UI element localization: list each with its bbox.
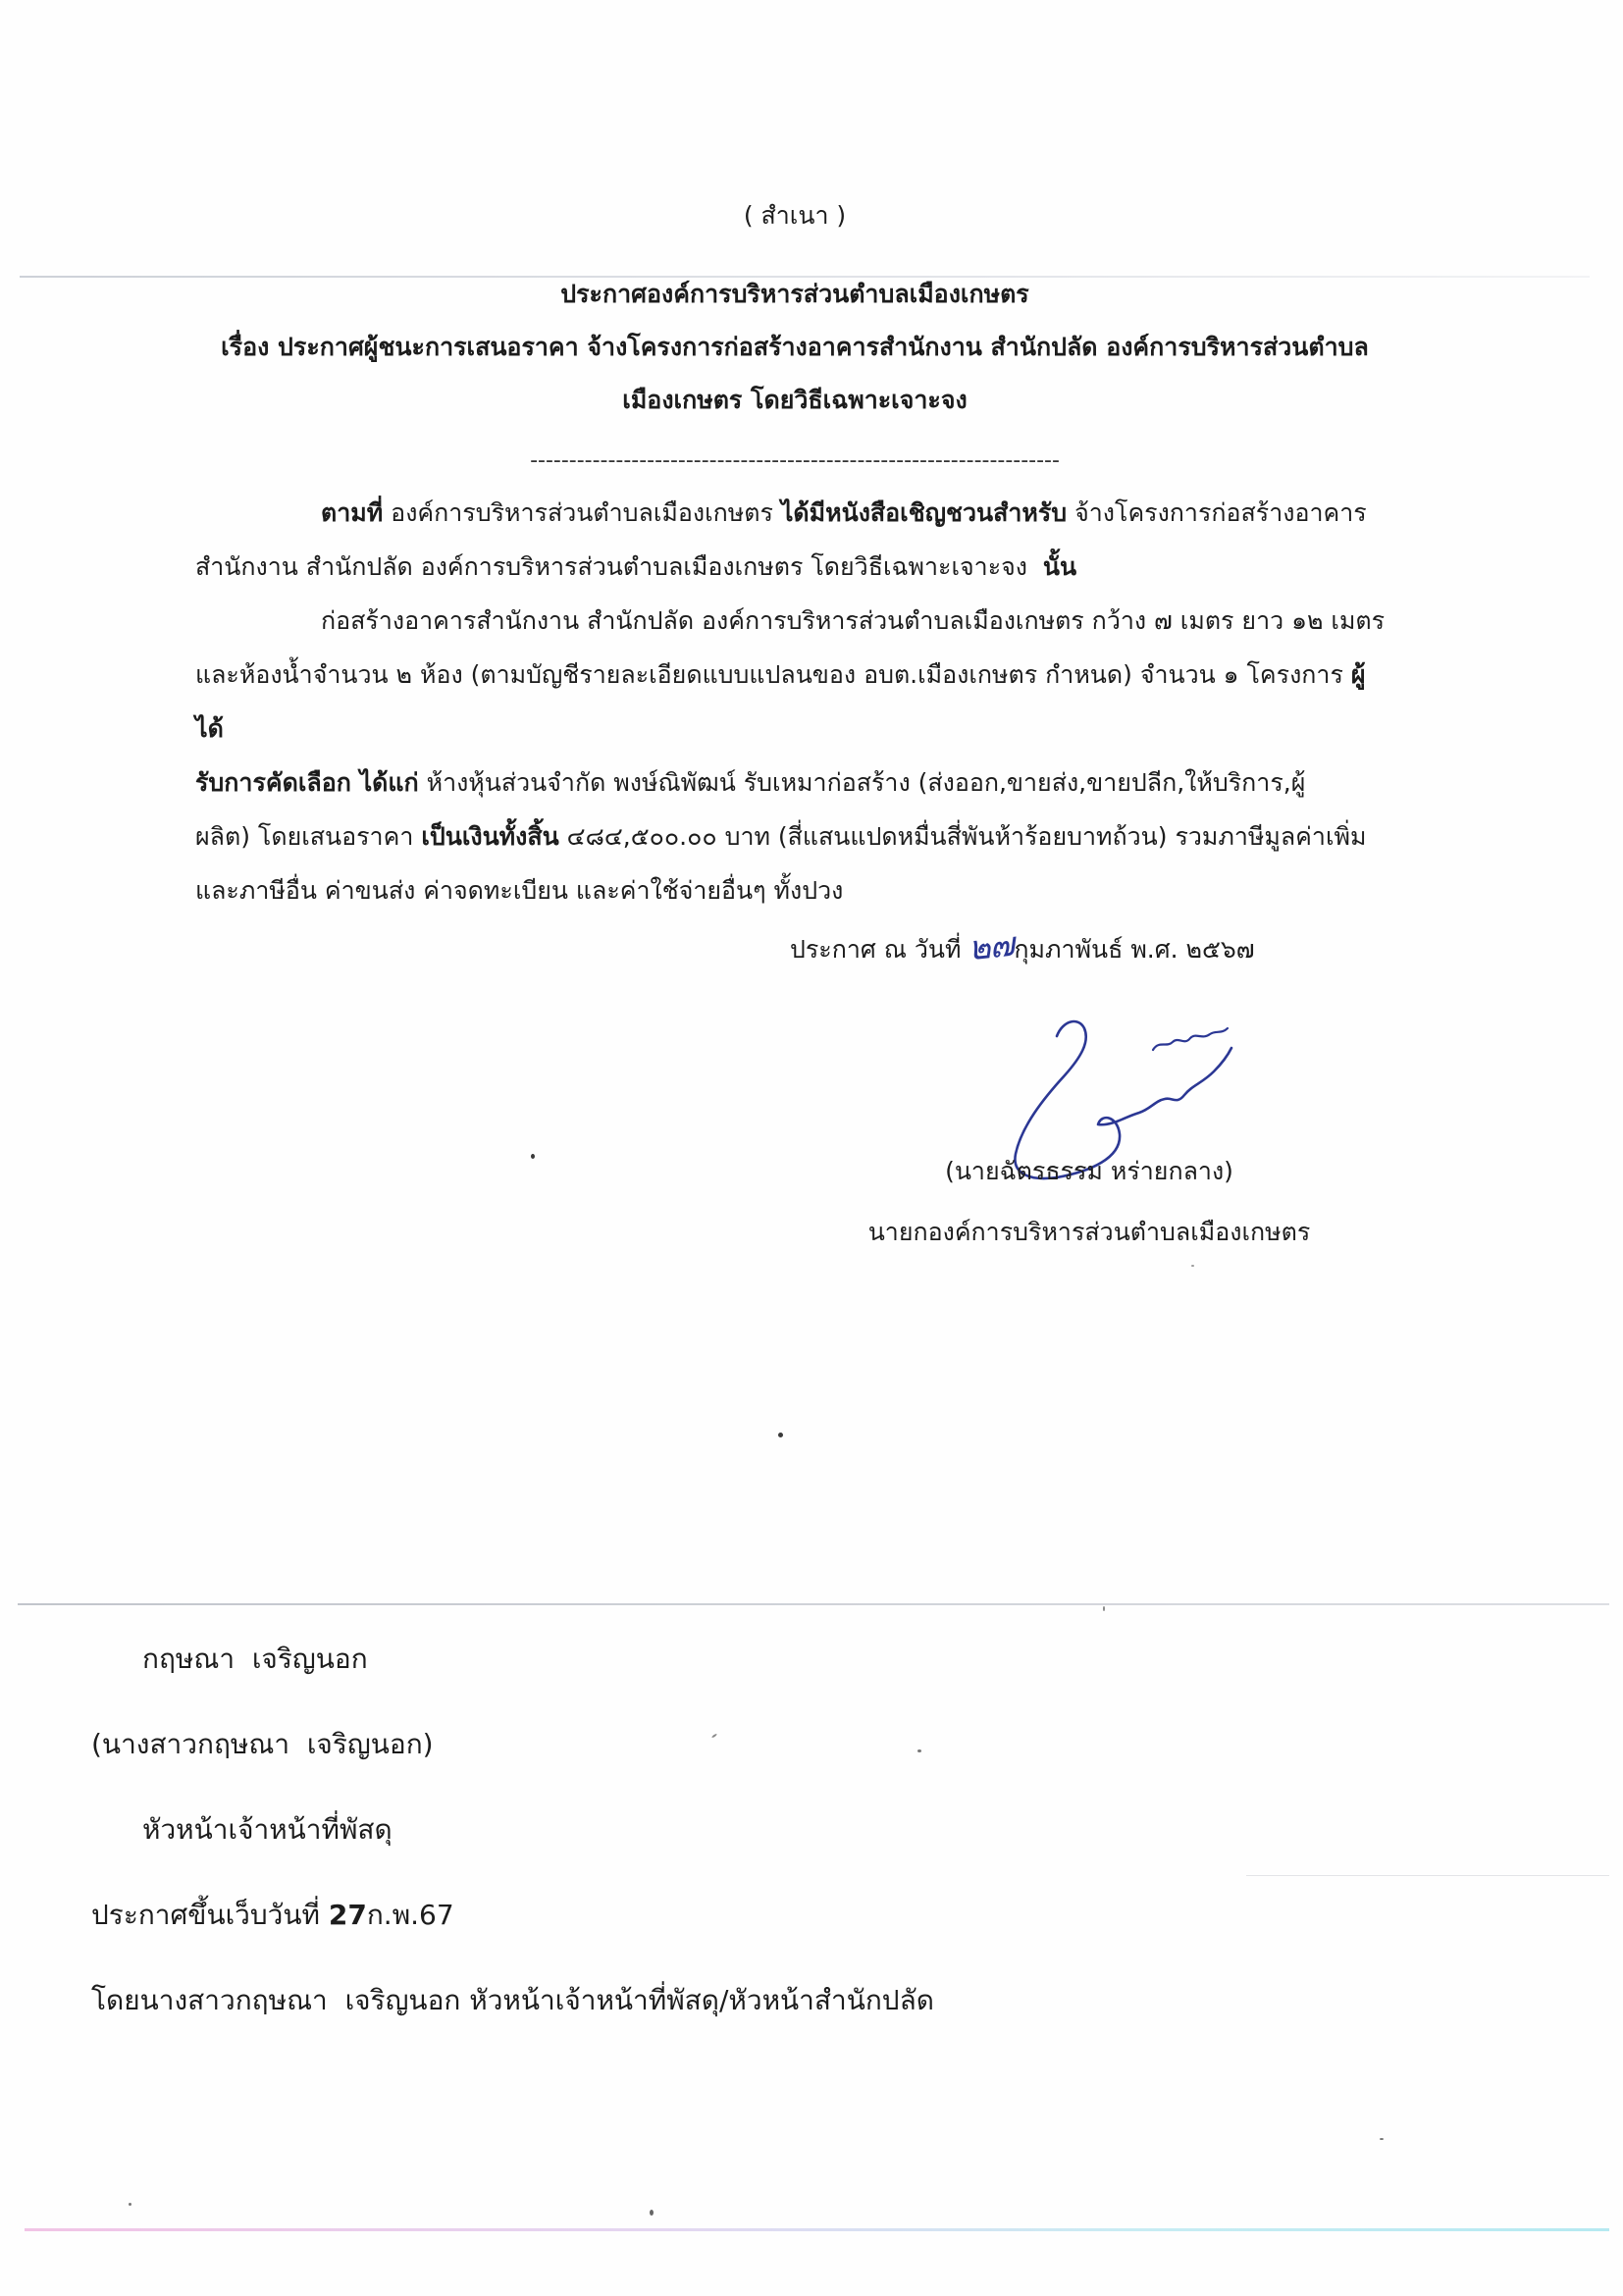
scan-speck: [129, 2203, 131, 2206]
announcement-body: [195, 486, 1387, 917]
body-text: องค์การบริหารส่วนตำบลเมืองเกษตร: [383, 498, 781, 527]
subject-line-1: เรื่อง ประกาศผู้ชนะการเสนอราคา จ้างโครงการก่อสร้างอาคารสำนักงาน สำนักปลัด องค์การบริหารส่วนตำบล: [221, 333, 1369, 361]
body-paragraph-2-line-2: [195, 648, 1387, 756]
body-bold-text: เป็นเงินทั้งสิ้น: [421, 822, 559, 851]
body-paragraph-2-line-1: ก่อสร้างอาคารสำนักงาน สำนักปลัด องค์การบริหารส่วนตำบลเมืองเกษตร กว้าง ๗ เมตร ยาว ๑๒ เมตร: [321, 606, 1386, 635]
date-prefix: ประกาศ ณ วันที่: [790, 935, 969, 964]
scan-speck: [778, 1433, 783, 1437]
body-text: ๔๘๔,๕๐๐.๐๐ บาท (สี่แสนแปดหมื่นสี่พันห้าร้อยบาทถ้วน) รวมภาษีมูลค่าเพิ่ม: [558, 822, 1367, 851]
body-bold-text: ได้มีหนังสือเชิญชวนสำหรับ: [780, 498, 1068, 527]
announcement-header: [177, 189, 1413, 481]
body-bold-text: ตามที่: [321, 498, 384, 527]
body-text: และห้องน้ำจำนวน ๒ ห้อง (ตามบัญชีรายละเอียดแบบแปลนของ อบต.เมืองเกษตร กำหนด) จำนวน ๑ โครงการ: [195, 660, 1351, 689]
body-bold-text: นั้น: [1042, 552, 1077, 581]
scan-edge-line-bottom: [25, 2228, 1609, 2231]
web-posting-date: [91, 1872, 1367, 1957]
body-paragraph-2-line-3: [195, 756, 1387, 809]
dashed-separator: --------------------------------------------------------------------: [530, 448, 1060, 473]
body-text: ผลิต) โดยเสนอราคา: [195, 822, 422, 851]
body-paragraph-1-line-1: [195, 486, 1387, 540]
scan-speck: [1380, 2138, 1384, 2140]
body-text: สำนักงาน สำนักปลัด องค์การบริหารส่วนตำบลเมืองเกษตร โดยวิธีเฉพาะเจาะจง: [195, 552, 1043, 581]
scan-speck: [650, 2210, 654, 2216]
scan-speck: [531, 1154, 535, 1159]
announcement-title: ประกาศองค์การบริหารส่วนตำบลเมืองเกษตร: [560, 280, 1029, 308]
certifier-full-name: (นางสาวกฤษณา เจริญนอก): [91, 1728, 434, 1760]
body-paragraph-1-line-2: [195, 540, 1387, 594]
certification-block: [91, 1616, 1367, 2043]
scan-speck: [1103, 1606, 1105, 1611]
certifier-signed-name: กฤษณา เจริญนอก: [142, 1643, 368, 1675]
signatory-name: (นายฉัตรธรรม หร่ายกลาง): [945, 1157, 1233, 1185]
posted-day: 27: [328, 1899, 367, 1931]
signature-stroke-flourish: [1153, 1028, 1228, 1050]
body-bold-text: รับการคัดเลือก ได้แก่: [195, 768, 419, 797]
announcement-date: [790, 920, 1496, 976]
handwritten-day: ๒๗: [967, 924, 1017, 969]
copy-mark: ( สำเนา ): [743, 201, 847, 230]
subject-line-2: เมืองเกษตร โดยวิธีเฉพาะเจาะจง: [622, 386, 968, 414]
posted-by: โดยนางสาวกฤษณา เจริญนอก หัวหน้าเจ้าหน้าที่พัสดุ/หัวหน้าสำนักปลัด: [91, 1984, 934, 2016]
posted-prefix: ประกาศขึ้นเว็บวันที่: [91, 1899, 329, 1931]
posted-suffix: ก.พ.67: [366, 1899, 454, 1931]
date-suffix: กุมภาพันธ์ พ.ศ. ๒๕๖๗: [1014, 935, 1255, 964]
body-bold-text: ผู้ได้: [195, 660, 1366, 743]
body-text: ห้างหุ้นส่วนจำกัด พงษ์ณิพัฒน์ รับเหมาก่อสร้าง (ส่งออก,ขายส่ง,ขายปลีก,ให้บริการ,ผู้: [418, 768, 1306, 797]
body-text: จ้างโครงการก่อสร้างอาคาร: [1067, 498, 1367, 527]
scan-fold-line-middle: [18, 1603, 1609, 1605]
scan-speck: [1191, 1265, 1194, 1267]
body-paragraph-2-line-5: และภาษีอื่น ค่าขนส่ง ค่าจดทะเบียน และค่าใช้จ่ายอื่นๆ ทั้งปวง: [195, 876, 844, 905]
certifier-position: หัวหน้าเจ้าหน้าที่พัสดุ: [142, 1813, 393, 1846]
signatory-position: นายกองค์การบริหารส่วนตำบลเมืองเกษตร: [867, 1218, 1311, 1246]
body-paragraph-2-line-4: [195, 809, 1387, 863]
signatory-block: [795, 1141, 1384, 1263]
